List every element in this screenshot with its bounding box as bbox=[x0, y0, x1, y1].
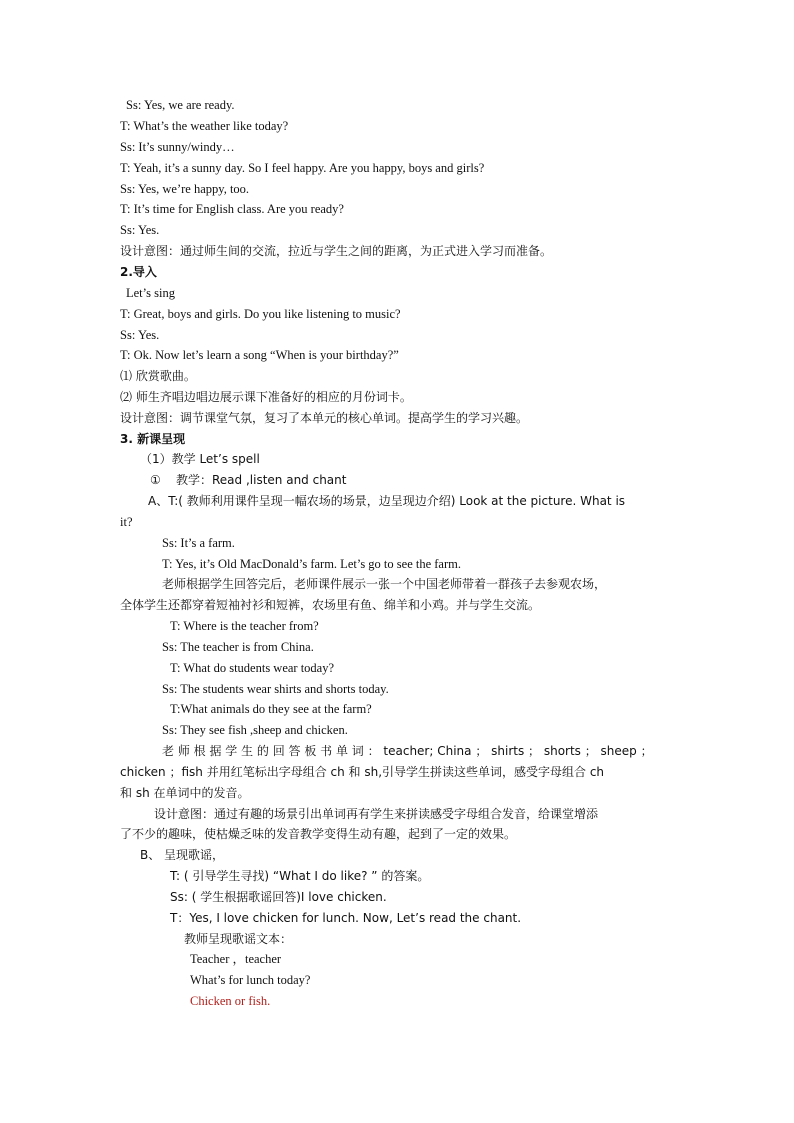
circled-number: ① bbox=[150, 473, 161, 487]
dialogue-line: Ss: Yes, we are ready. bbox=[126, 98, 235, 112]
instruction-paragraph-cont: it? bbox=[120, 515, 133, 529]
chant-line: Teacher ，teacher bbox=[190, 952, 282, 966]
dialogue-line: T: What’s the weather like today? bbox=[120, 119, 289, 133]
dialogue-line: Ss: It’s a farm. bbox=[162, 536, 235, 550]
instruction-paragraph: A、T:( 教师利用课件呈现一幅农场的场景，边呈现边介绍) Look at the picture. What is bbox=[148, 494, 626, 508]
numbered-step: ⑵ 师生齐唱边唱边展示课下准备好的相应的月份词卡。 bbox=[120, 390, 412, 404]
dialogue-line: T: Ok. Now let’s learn a song “When is your birthday?” bbox=[120, 348, 399, 362]
dialogue-line: T: Yeah, it’s a sunny day. So I feel happy. Are you happy, boys and girls? bbox=[120, 161, 485, 175]
dialogue-line: T: It’s time for English class. Are you ready? bbox=[120, 202, 344, 216]
dialogue-line: Ss: Yes, we’re happy, too. bbox=[120, 182, 250, 196]
activity-title: Let’s sing bbox=[126, 286, 175, 300]
dialogue-line: Ss: ( 学生根据歌谣回答)I love chicken. bbox=[170, 890, 387, 904]
dialogue-line: T: ( 引导学生寻找) “What I do like? ” 的答案。 bbox=[170, 869, 430, 883]
dialogue-line: T:What animals do they see at the farm? bbox=[170, 702, 372, 716]
narrative-paragraph: 老师根据学生回答完后，老师课件展示一张一个中国老师带着一群孩子去参观农场， bbox=[162, 577, 607, 591]
dialogue-line: Ss: The students wear shirts and shorts today. bbox=[162, 682, 389, 696]
dialogue-line: T: Great, boys and girls. Do you like listening to music? bbox=[120, 307, 401, 321]
dialogue-line: T：Yes, I love chicken for lunch. Now, Let’s read the chant. bbox=[170, 911, 522, 925]
design-intent-paragraph: 设计意图：调节课堂气氛，复习了本单元的核心单词。提高学生的学习兴趣。 bbox=[120, 411, 529, 425]
activity-title: 教学：Read ,listen and chant bbox=[176, 473, 347, 487]
dialogue-line: T: Where is the teacher from? bbox=[170, 619, 319, 633]
design-intent-paragraph-cont: 了不少的趣味，使枯燥乏味的发音教学变得生动有趣，起到了一定的效果。 bbox=[120, 827, 517, 841]
dialogue-line: Ss: They see fish ,sheep and chicken. bbox=[162, 723, 348, 737]
numbered-step: ⑴ 欣赏歌曲。 bbox=[120, 369, 196, 383]
section-heading-new-lesson: 3. 新课呈现 bbox=[120, 432, 186, 446]
narrative-paragraph-cont: 全体学生还都穿着短袖衬衫和短裤，农场里有鱼、绵羊和小鸡。并与学生交流。 bbox=[120, 598, 541, 612]
dialogue-line: T: Yes, it’s Old MacDonald’s farm. Let’s go to see the farm. bbox=[162, 557, 461, 571]
subsection-title: （1）教学 Let’s spell bbox=[140, 452, 260, 466]
section-heading-intro: 2.导入 bbox=[120, 265, 157, 279]
design-intent-paragraph: 设计意图：通过师生间的交流，拉近与学生之间的距离，为正式进入学习而准备。 bbox=[120, 244, 553, 258]
narrative-paragraph-cont: chicken ；fish 并用红笔标出字母组合 ch 和 sh,引导学生拼读这些单词，感受字母组合 ch bbox=[120, 765, 605, 779]
chant-intro: 教师呈现歌谣文本： bbox=[184, 932, 293, 946]
narrative-paragraph: 老 师 根 据 学 生 的 回 答 板 书 单 词 ： teacher; China ； shirts ； shorts ； sheep ； bbox=[162, 744, 653, 758]
dialogue-line: Ss: It’s sunny/windy… bbox=[120, 140, 235, 154]
dialogue-line: Ss: Yes. bbox=[120, 223, 160, 237]
chant-line: Chicken or fish. bbox=[190, 994, 271, 1008]
dialogue-line: T: What do students wear today? bbox=[170, 661, 335, 675]
design-intent-paragraph: 设计意图：通过有趣的场景引出单词再有学生来拼读感受字母组合发音，给课堂增添 bbox=[154, 807, 599, 821]
dialogue-line: Ss: Yes. bbox=[120, 328, 160, 342]
subsection-title: B、 呈现歌谣， bbox=[140, 848, 225, 862]
narrative-paragraph-cont: 和 sh 在单词中的发音。 bbox=[120, 786, 250, 800]
chant-line: What’s for lunch today? bbox=[190, 973, 311, 987]
dialogue-line: Ss: The teacher is from China. bbox=[162, 640, 314, 654]
